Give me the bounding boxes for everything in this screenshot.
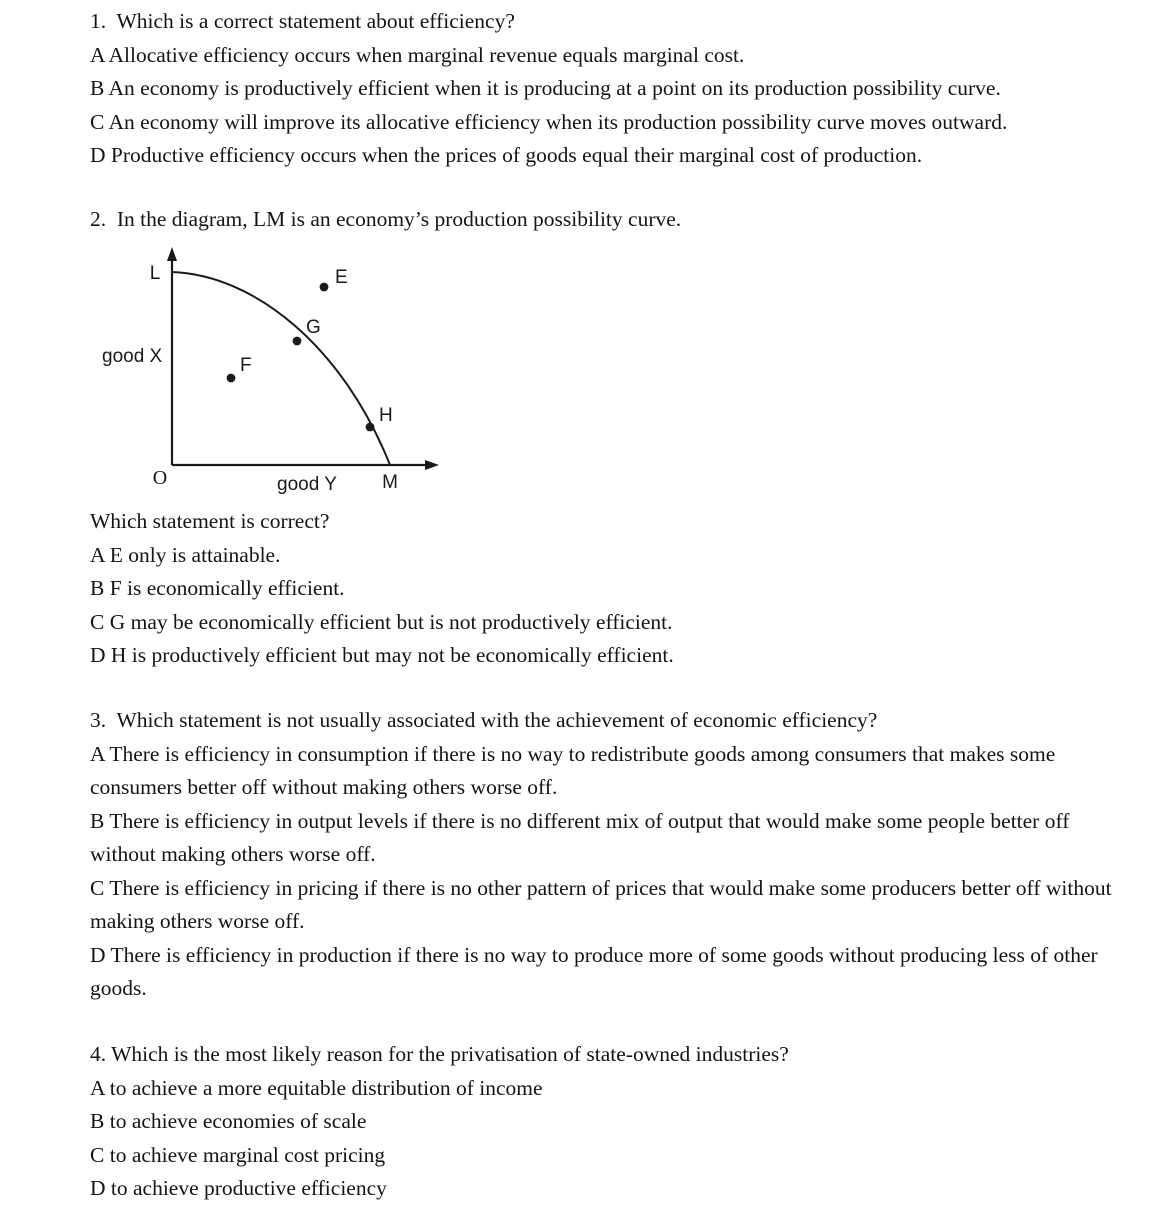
label-f: F (240, 355, 252, 376)
question-3-option-c[interactable]: C There is efficiency in pricing if there is no other pattern of prices that would make some producers better off without making others worse off. (90, 875, 1112, 933)
question-4-stem (90, 1038, 990, 1072)
question-1-option-c[interactable]: C An economy will improve its allocative efficiency when its production possibility curve moves outward. (90, 109, 1008, 134)
point-f-marker (227, 374, 236, 383)
point-g-marker (293, 337, 302, 346)
question-3-block (90, 704, 1116, 1006)
question-4-option-d[interactable]: D to achieve productive efficiency (90, 1176, 387, 1200)
question-4-option-c[interactable]: C to achieve marginal cost pricing (90, 1142, 386, 1167)
question-1-stem (90, 5, 1130, 39)
production-possibility-curve (172, 272, 390, 465)
ppc-diagram (85, 235, 485, 500)
question-4-block (90, 1038, 990, 1206)
question-1-option-a[interactable]: A Allocative efficiency occurs when marginal revenue equals marginal cost. (90, 42, 745, 67)
question-2-text: In the diagram, LM is an economy’s production possibility curve. (116, 207, 682, 231)
label-l: L (149, 263, 161, 284)
question-1-option-d[interactable]: D Productive efficiency occurs when the prices of goods equal their marginal cost of production. (90, 143, 923, 167)
label-e: E (335, 267, 348, 288)
question-2-option-d[interactable]: D H is productively efficient but may not be economically efficient. (90, 643, 674, 667)
question-3-text: Which statement is not usually associated with the achievement of economic efficiency? (116, 708, 878, 732)
question-3-option-a[interactable]: A There is efficiency in consumption if there is no way to redistribute goods among consumers that makes some consumers better off without making others worse off. (90, 741, 1056, 799)
question-2-option-b[interactable]: B F is economically efficient. (90, 576, 345, 600)
x-axis-arrowhead (425, 460, 439, 470)
question-3-number: 3. (90, 708, 107, 732)
question-4-number: 4. (90, 1042, 107, 1066)
question-2-number: 2. (90, 207, 107, 231)
question-4-text: Which is the most likely reason for the privatisation of state-owned industries? (111, 1042, 789, 1066)
label-origin: O (152, 467, 168, 489)
point-h-marker (366, 423, 375, 432)
question-3-option-d[interactable]: D There is efficiency in production if there is no way to produce more of some goods without producing less of other goods. (90, 942, 1098, 1000)
y-axis-label: good X (102, 346, 163, 367)
question-2-stem (90, 203, 1090, 237)
question-1-text: Which is a correct statement about efficiency? (116, 9, 515, 33)
x-axis-label: good Y (277, 474, 337, 495)
question-3-option-b[interactable]: B There is efficiency in output levels if there is no different mix of output that would make some people better off without making others worse off. (90, 808, 1070, 866)
label-g: G (306, 317, 321, 338)
question-4-option-b[interactable]: B to achieve economies of scale (90, 1109, 367, 1133)
question-2-sub-stem: Which statement is correct? (90, 509, 330, 533)
question-1-number: 1. (90, 9, 107, 33)
question-4-option-a[interactable]: A to achieve a more equitable distribution of income (90, 1075, 543, 1100)
question-1-block (90, 5, 1130, 173)
question-1-option-b[interactable]: B An economy is productively efficient when it is producing at a point on its production possibility curve. (90, 76, 1001, 100)
label-h: H (379, 405, 393, 426)
question-3-stem (90, 704, 1116, 738)
point-e-marker (320, 283, 329, 292)
question-2-option-a[interactable]: A E only is attainable. (90, 542, 281, 567)
y-axis-arrowhead (167, 247, 177, 261)
question-2-block (90, 203, 1090, 237)
label-m: M (382, 472, 398, 493)
question-2-option-c[interactable]: C G may be economically efficient but is not productively efficient. (90, 609, 673, 634)
question-2-options-block (90, 505, 1090, 673)
